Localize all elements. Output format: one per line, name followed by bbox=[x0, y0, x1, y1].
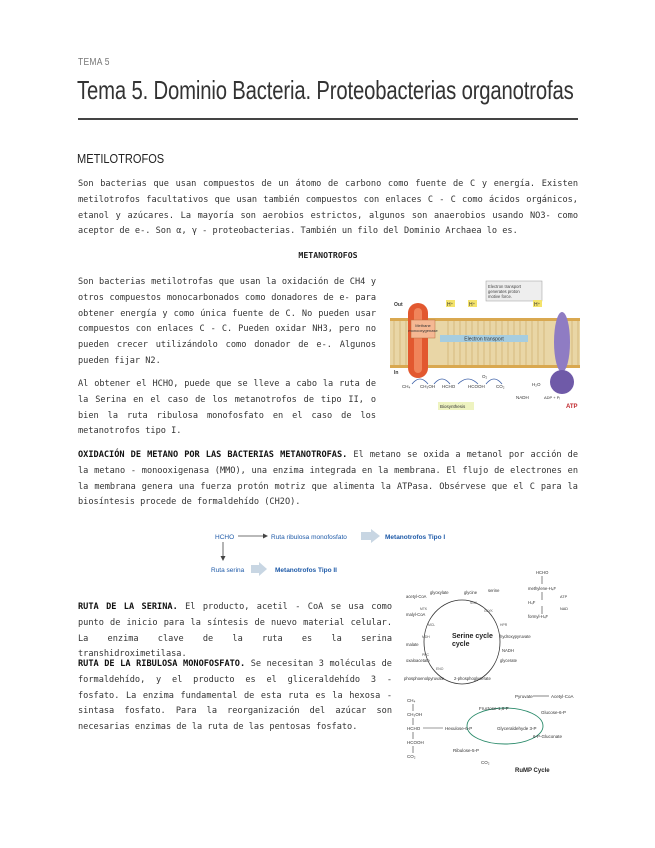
svg-text:monooxygenase: monooxygenase bbox=[408, 328, 438, 333]
svg-text:glyoxylate: glyoxylate bbox=[430, 590, 449, 595]
svg-text:Methane: Methane bbox=[415, 323, 431, 328]
svg-text:Acetyl-CoA: Acetyl-CoA bbox=[551, 694, 574, 699]
subheading-metanotrofos: METANOTROFOS bbox=[298, 250, 358, 260]
atpase-head bbox=[550, 370, 574, 394]
svg-text:HCHO: HCHO bbox=[536, 570, 549, 575]
svg-text:CO₂: CO₂ bbox=[481, 760, 490, 765]
svg-text:methylene-H₄F: methylene-H₄F bbox=[528, 586, 557, 591]
svg-text:Hexulose-6-P: Hexulose-6-P bbox=[445, 726, 473, 731]
svg-text:CH₃OH: CH₃OH bbox=[407, 712, 423, 717]
svg-text:acetyl-CoA: acetyl-CoA bbox=[406, 594, 427, 599]
svg-text:Metanotrofos Tipo I: Metanotrofos Tipo I bbox=[385, 534, 446, 541]
svg-text:Glucose-6-P: Glucose-6-P bbox=[541, 710, 567, 715]
svg-text:H₂O: H₂O bbox=[532, 382, 541, 387]
svg-text:generates proton: generates proton bbox=[488, 289, 520, 294]
serina-text: El producto, acetil - CoA se usa como punto de inicio para la síntesis de nuevo material celular. La enzima clave de la ruta es la serina transhidroximetilasa. bbox=[78, 602, 392, 660]
rump-cycle-figure bbox=[405, 690, 585, 776]
svg-text:CO₂: CO₂ bbox=[496, 384, 505, 389]
svg-text:malate: malate bbox=[406, 642, 419, 647]
svg-text:O₂: O₂ bbox=[482, 374, 488, 379]
title-divider bbox=[78, 118, 578, 120]
svg-text:CH₄: CH₄ bbox=[402, 384, 411, 389]
svg-text:Biosynthesis: Biosynthesis bbox=[440, 404, 466, 409]
svg-text:glycine: glycine bbox=[464, 590, 478, 595]
svg-text:Metanotrofos Tipo II: Metanotrofos Tipo II bbox=[275, 567, 337, 574]
methane-oxidation-membrane-figure bbox=[390, 278, 580, 414]
svg-text:HCHO: HCHO bbox=[215, 534, 235, 541]
metanotrofos-paragraph-1: Son bacterias metilotrofas que usan la oxidación de CH4 y otros compuestos monocarbonados como donadores de e- para obtener energía y como única fuente de C. No pueden usar compuestos con enlaces C - C. Pueden oxidar NH3, pero no pueden crecer utilizándolo como donador de e-. Algunos pueden fijar N2. bbox=[78, 277, 376, 366]
svg-text:malyl-CoA: malyl-CoA bbox=[406, 612, 426, 617]
oxidation-bold: OXIDACIÓN DE METANO POR LAS BACTERIAS METANOTROFAS. bbox=[78, 450, 348, 460]
svg-text:SGA: SGA bbox=[470, 601, 478, 605]
svg-text:NADH: NADH bbox=[502, 648, 514, 653]
svg-text:HCOOH: HCOOH bbox=[468, 384, 485, 389]
svg-text:MTK: MTK bbox=[420, 607, 428, 611]
oxidation-text: El metano se oxida a metanol por acción de la metano - monooxigenasa (MMO), una enzima integrada en la membrana. El flujo de electrones en la membrana genera una fuerza protón motriz que alimenta la ATPasa. Obsérvese que el C para la biosíntesis procede de formaldehído (CH2O). bbox=[78, 450, 578, 508]
svg-text:2-phosphoglycerate: 2-phosphoglycerate bbox=[454, 676, 491, 681]
svg-text:cycle: cycle bbox=[452, 641, 470, 648]
svg-text:motive force.: motive force. bbox=[488, 294, 512, 299]
svg-text:ENO: ENO bbox=[436, 667, 444, 671]
svg-text:formyl-H₄F: formyl-H₄F bbox=[528, 614, 549, 619]
atpase-stalk bbox=[554, 312, 570, 372]
ribulosa-paragraph bbox=[78, 657, 392, 736]
svg-text:Ruta ribulosa monofosfato: Ruta ribulosa monofosfato bbox=[271, 534, 347, 541]
svg-text:HCOOH: HCOOH bbox=[407, 740, 424, 745]
svg-text:H₄F: H₄F bbox=[528, 600, 536, 605]
section-label: TEMA 5 bbox=[78, 57, 110, 68]
svg-text:Pyruvate: Pyruvate bbox=[515, 694, 533, 699]
svg-text:HCHO: HCHO bbox=[442, 384, 456, 389]
svg-text:serine: serine bbox=[488, 588, 500, 593]
svg-text:H⁺: H⁺ bbox=[534, 302, 541, 308]
page-title: Tema 5. Dominio Bacteria. Proteobacterias organotrofas bbox=[77, 75, 574, 105]
svg-text:Ribulose-5-P: Ribulose-5-P bbox=[453, 748, 480, 753]
svg-text:NAD: NAD bbox=[560, 607, 569, 611]
svg-text:MCL: MCL bbox=[428, 623, 436, 627]
serine-cycle-figure bbox=[400, 566, 580, 698]
svg-text:ATP: ATP bbox=[566, 404, 578, 410]
svg-text:phosphoenolpyruvate: phosphoenolpyruvate bbox=[404, 676, 445, 681]
ribulosa-bold: RUTA DE LA RIBULOSA MONOFOSFATO. bbox=[78, 659, 246, 669]
serina-paragraph bbox=[78, 600, 392, 663]
svg-text:NADH: NADH bbox=[516, 395, 529, 400]
ribulosa-text: Se necesitan 3 moléculas de formaldehído, y el producto es el gliceraldehído 3 - fosfato. La enzima fundamental de esta ruta es la hexosa - sintasa fosfato. Para la reorganización del azúcar son necesarias enzimas de la ruta de las pentosas fosfato. bbox=[78, 659, 392, 733]
svg-text:ADP + Pᵢ: ADP + Pᵢ bbox=[544, 395, 561, 400]
svg-text:ATP: ATP bbox=[560, 595, 568, 599]
svg-text:In: In bbox=[394, 370, 399, 376]
svg-text:CO₂: CO₂ bbox=[407, 754, 416, 759]
svg-text:HPR: HPR bbox=[500, 623, 508, 627]
svg-text:H⁺: H⁺ bbox=[469, 302, 476, 308]
svg-text:Electron transport: Electron transport bbox=[464, 336, 504, 343]
svg-text:MDH: MDH bbox=[422, 635, 430, 639]
metilotrofos-paragraph: Son bacterias que usan compuestos de un átomo de carbono como fuente de C y energía. Existen metilotrofos facultativos que usan también compuestos con enlaces C - C como ácidos orgánicos, etanol y azúcares. La mayoría son aerobios estrictos, algunos son anaerobios usando NO3- como aceptor de e-. Son α, γ - proteobacterias. También un filo del Dominio Archaea lo es. bbox=[78, 179, 578, 237]
svg-text:CH₃OH: CH₃OH bbox=[420, 384, 436, 389]
svg-text:oxaloacetate: oxaloacetate bbox=[406, 658, 430, 663]
serina-bold: RUTA DE LA SERINA. bbox=[78, 602, 178, 612]
svg-text:Serine cycle: Serine cycle bbox=[452, 633, 493, 640]
section-heading-metilotrofos: METILOTROFOS bbox=[77, 151, 165, 166]
svg-text:Glyceraldehyde 3-P: Glyceraldehyde 3-P bbox=[497, 726, 537, 731]
svg-text:Out: Out bbox=[394, 302, 403, 308]
svg-text:GLYK: GLYK bbox=[484, 609, 493, 613]
svg-text:hydroxypyruvate: hydroxypyruvate bbox=[500, 634, 531, 639]
svg-text:H⁺: H⁺ bbox=[447, 302, 454, 308]
svg-text:RuMP Cycle: RuMP Cycle bbox=[515, 768, 550, 774]
oxidation-paragraph bbox=[78, 448, 578, 511]
svg-text:Electron transport: Electron transport bbox=[488, 284, 522, 289]
svg-text:CH₄: CH₄ bbox=[407, 698, 416, 703]
svg-text:PPC: PPC bbox=[422, 653, 429, 657]
svg-text:6-P-Gluconate: 6-P-Gluconate bbox=[533, 734, 563, 739]
svg-text:Ruta serina: Ruta serina bbox=[211, 567, 245, 574]
svg-text:glycerate: glycerate bbox=[500, 658, 517, 663]
svg-text:Fructose-1,6-P: Fructose-1,6-P bbox=[479, 706, 509, 711]
metanotrofos-paragraph-2: Al obtener el HCHO, puede que se lleve a cabo la ruta de la Serina en el caso de los metanotrofos de tipo II, o bien la ruta ribulosa monofosfato en el caso de los metanotrofos tipo I. bbox=[78, 379, 376, 437]
svg-text:HCHO: HCHO bbox=[407, 726, 421, 731]
